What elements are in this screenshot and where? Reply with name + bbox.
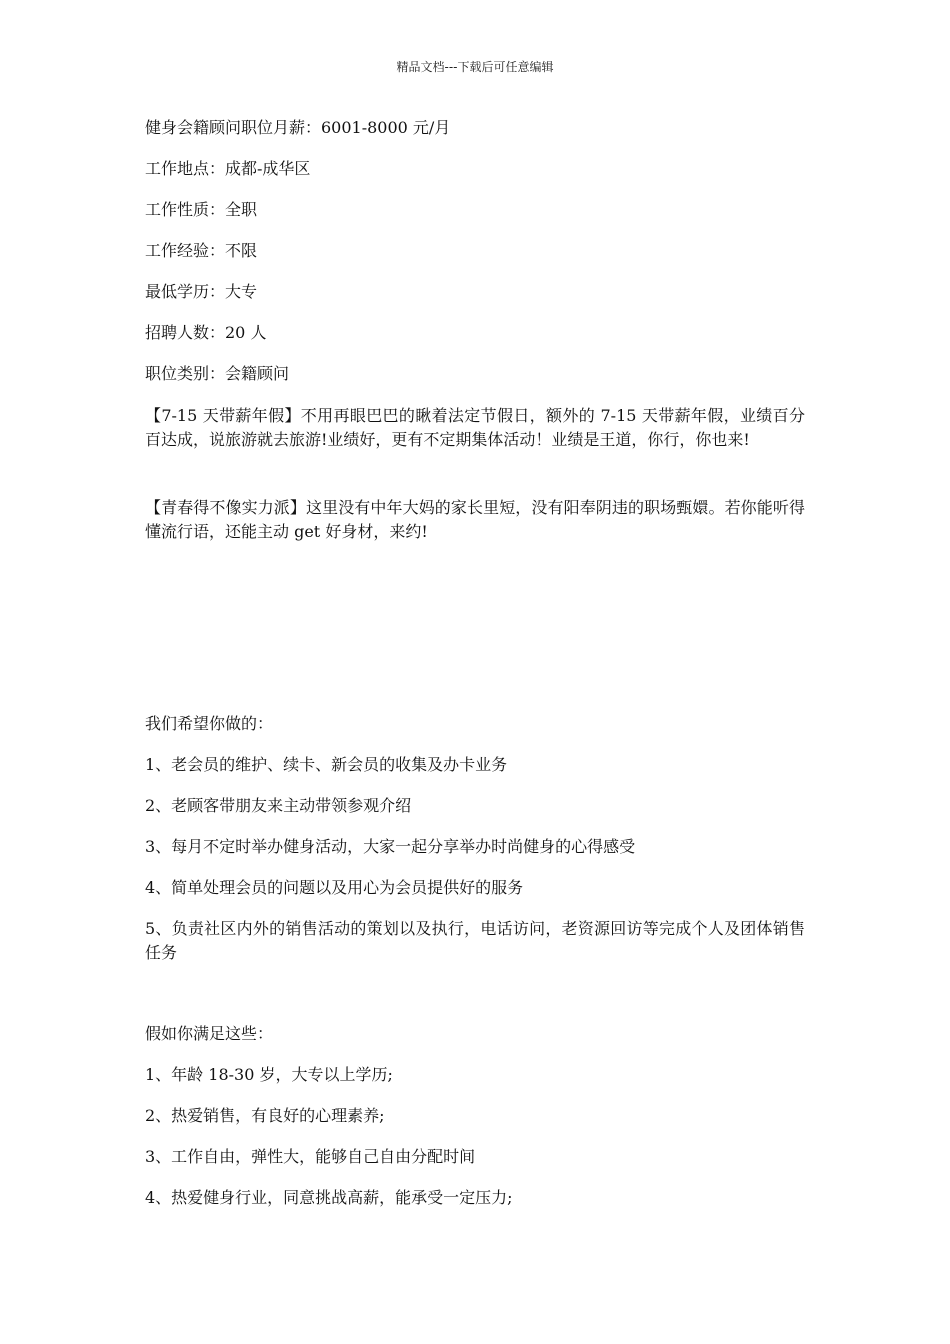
duty-item: 4、简单处理会员的问题以及用心为会员提供好的服务 bbox=[145, 878, 524, 897]
duties-heading: 我们希望你做的： bbox=[145, 714, 274, 733]
perk-paragraph-culture: 【青春得不像实力派】这里没有中年大妈的家长里短，没有阳奉阴违的职场甄嬛。若你能听得懂流行语，还能主动 get 好身材，来约! bbox=[145, 498, 805, 541]
requirement-item: 4、热爱健身行业，同意挑战高薪，能承受一定压力; bbox=[145, 1188, 513, 1207]
requirement-item: 2、热爱销售，有良好的心理素养; bbox=[145, 1106, 385, 1125]
location-line: 工作地点：成都-成华区 bbox=[145, 159, 311, 178]
requirement-item: 3、工作自由，弹性大，能够自己自由分配时间 bbox=[145, 1147, 476, 1166]
requirement-item: 1、年龄 18-30 岁，大专以上学历; bbox=[145, 1065, 393, 1084]
education-line: 最低学历：大专 bbox=[145, 282, 258, 301]
requirements-heading: 假如你满足这些： bbox=[145, 1024, 274, 1043]
headcount-line: 招聘人数：20 人 bbox=[145, 323, 267, 342]
experience-line: 工作经验：不限 bbox=[145, 241, 258, 260]
duty-item: 1、老会员的维护、续卡、新会员的收集及办卡业务 bbox=[145, 755, 508, 774]
salary-line: 健身会籍顾问职位月薪：6001-8000 元/月 bbox=[145, 118, 451, 137]
category-line: 职位类别：会籍顾问 bbox=[145, 364, 290, 383]
page-header: 精品文档---下载后可任意编辑 bbox=[396, 60, 554, 74]
job-type-line: 工作性质：全职 bbox=[145, 200, 258, 219]
duty-item: 3、每月不定时举办健身活动，大家一起分享举办时尚健身的心得感受 bbox=[145, 837, 636, 856]
duty-item: 5、负责社区内外的销售活动的策划以及执行，电话访问，老资源回访等完成个人及团体销售任务 bbox=[145, 919, 805, 962]
perk-paragraph-vacation: 【7-15 天带薪年假】不用再眼巴巴的瞅着法定节假日，额外的 7-15 天带薪年假，业绩百分百达成，说旅游就去旅游!业绩好，更有不定期集体活动！业绩是王道，你行，你也来! bbox=[145, 406, 805, 449]
duty-item: 2、老顾客带朋友来主动带领参观介绍 bbox=[145, 796, 412, 815]
